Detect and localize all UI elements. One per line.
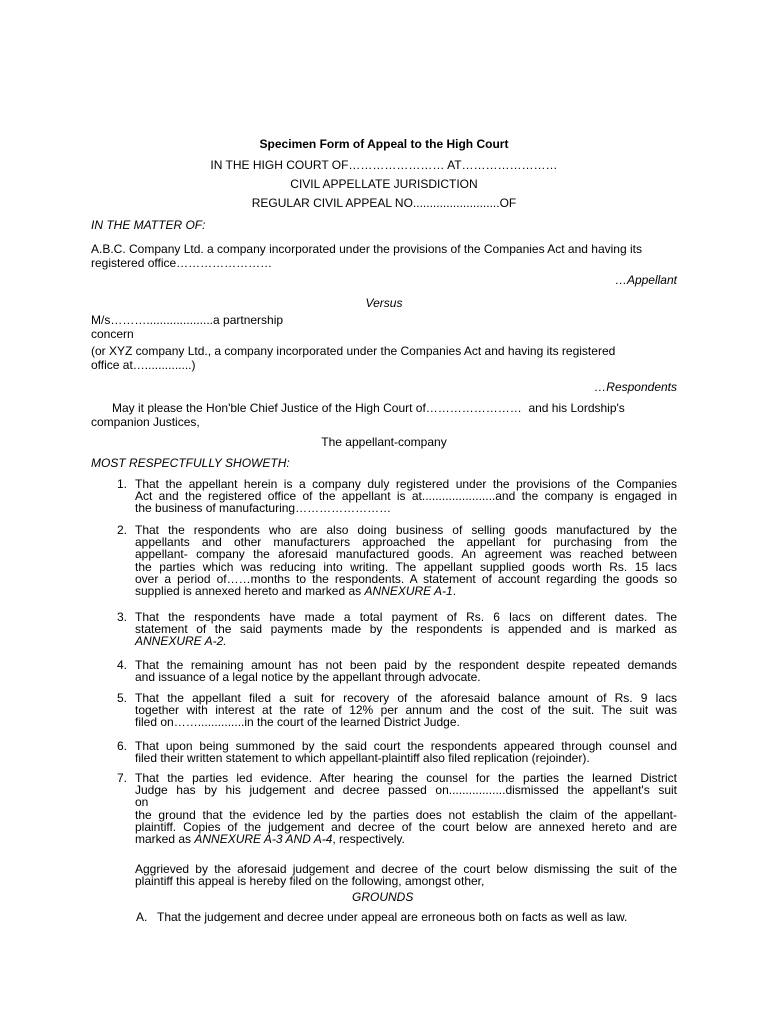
paragraph-2-line: appellants and other manufacturers approached the appellant for purchasing from the — [135, 535, 677, 550]
paragraph-2-line-text: supplied is annexed hereto and marked as ANNEXURE A-1. — [135, 583, 457, 598]
paragraph-4 — [135, 658, 677, 685]
paragraph-5-line: together with interest at the rate of 12% per annum and the cost of the suit. The suit was — [135, 703, 677, 718]
paragraph-5 — [135, 691, 677, 728]
ground-a-text: That the judgement and decree under appeal are erroneous both on facts as well as law. — [157, 910, 628, 924]
paragraph-1 — [135, 477, 677, 514]
paragraph-2-number: 2. — [117, 523, 128, 537]
paragraph-6-number: 6. — [117, 739, 128, 753]
respondent-line4: office at…..............) — [91, 358, 196, 372]
prayer-line1: May it please the Hon'ble Chief Justice of the High Court of…………………… and his Lordship's — [112, 401, 625, 415]
paragraph-2-line: appellant- company the aforesaid manufactured goods. An agreement was reached between — [135, 547, 677, 562]
appellant-company-label: The appellant-company — [321, 435, 447, 449]
paragraph-1-line: the business of manufacturing…………………… — [135, 501, 392, 516]
paragraph-7 — [135, 771, 677, 844]
paragraph-1-line: Act and the registered office of the appellant is at......................and the company is engaged in — [135, 489, 677, 504]
paragraph-7-number: 7. — [117, 771, 128, 785]
aggrieved-paragraph — [135, 862, 677, 889]
appellant-description-line1: A.B.C. Company Ltd. a company incorporated under the provisions of the Companies Act and having its — [91, 242, 642, 256]
paragraph-1-line: That the appellant herein is a company duly registered under the provisions of the Companies — [135, 477, 677, 491]
appellant-label: …Appellant — [614, 273, 677, 287]
aggrieved-line: plaintiff this appeal is hereby filed on the following, amongst other, — [135, 874, 485, 889]
paragraph-3-line: That the respondents have made a total payment of Rs. 6 lacs on different dates. The — [135, 610, 677, 624]
paragraph-5-number: 5. — [117, 691, 128, 705]
paragraph-7-line: on — [135, 795, 149, 810]
paragraph-7-line: plaintiff. Copies of the judgement and decree of the court below are annexed hereto and are — [135, 819, 677, 834]
appellant-description-line2: registered office…………………… — [91, 256, 273, 270]
respondents-label: …Respondents — [594, 380, 677, 394]
matter-of-heading: IN THE MATTER OF: — [91, 218, 206, 232]
paragraph-6-line: filed their written statement to which appellant-plaintiff also filed replication (rejoinder). — [135, 751, 590, 766]
paragraph-5-line: That the appellant filed a suit for recovery of the aforesaid balance amount of Rs. 9 lacs — [135, 691, 677, 705]
paragraph-1-number: 1. — [117, 477, 128, 491]
paragraph-4-number: 4. — [117, 658, 128, 672]
paragraph-2-line: the parties which was reducing into writing. The appellant supplied goods worth Rs. 15 lacs — [135, 559, 677, 574]
annexure-reference: ANNEXURE A-3 AND A-4 — [194, 831, 333, 846]
annexure-reference: ANNEXURE A-1 — [364, 583, 453, 598]
paragraph-4-line: and issuance of a legal notice by the appellant through advocate. — [135, 670, 481, 685]
paragraph-3 — [135, 610, 677, 647]
respondent-line3: (or XYZ company Ltd., a company incorporated under the Companies Act and having its registered — [91, 344, 616, 358]
prayer-line2: companion Justices, — [91, 415, 200, 429]
aggrieved-line: Aggrieved by the aforesaid judgement and decree of the court below dismissing the suit of the — [135, 862, 677, 876]
paragraph-7-line: marked as ANNEXURE A-3 AND A-4, respectively. — [135, 831, 405, 846]
respondent-line1: M/s………....................a partnership — [91, 313, 284, 327]
appeal-number-line: REGULAR CIVIL APPEAL NO..........................OF — [251, 196, 517, 210]
paragraph-4-line: That the remaining amount has not been paid by the respondent despite repeated demands — [135, 658, 677, 672]
paragraph-2-line: over a period of……months to the respondents. A statement of account regarding the goods so — [135, 571, 677, 586]
court-line: IN THE HIGH COURT OF…………………… AT…………………… — [210, 158, 558, 172]
paragraph-2-line: That the respondents who are also doing business of selling goods manufactured by the — [135, 523, 677, 537]
respondent-line2: concern — [91, 327, 134, 341]
versus-label: Versus — [365, 296, 403, 310]
paragraph-3-line: statement of the said payments made by the respondents is appended and is marked as — [135, 622, 677, 637]
paragraph-2 — [135, 523, 677, 596]
paragraph-3-line: ANNEXURE A-2. — [135, 634, 227, 649]
paragraph-3-number: 3. — [117, 610, 128, 624]
document-title: Specimen Form of Appeal to the High Court — [259, 137, 509, 151]
paragraph-7-line: That the parties led evidence. After hearing the counsel for the parties the learned District — [135, 771, 677, 785]
ground-a-label: A. — [136, 910, 148, 924]
paragraph-7-line: the ground that the evidence led by the parties does not establish the claim of the appellant- — [135, 807, 677, 822]
showeth-heading: MOST RESPECTFULLY SHOWETH: — [91, 456, 290, 470]
paragraph-5-line: filed on……..............in the court of the learned District Judge. — [135, 715, 460, 730]
paragraph-6 — [135, 739, 677, 766]
paragraph-7-line: Judge has by his judgement and decree passed on.................dismissed the appellant's suit — [135, 783, 677, 798]
paragraph-6-line: That upon being summoned by the said court the respondents appeared through counsel and — [135, 739, 677, 753]
jurisdiction-line: CIVIL APPELLATE JURISDICTION — [290, 177, 478, 191]
grounds-heading: GROUNDS — [352, 890, 414, 904]
